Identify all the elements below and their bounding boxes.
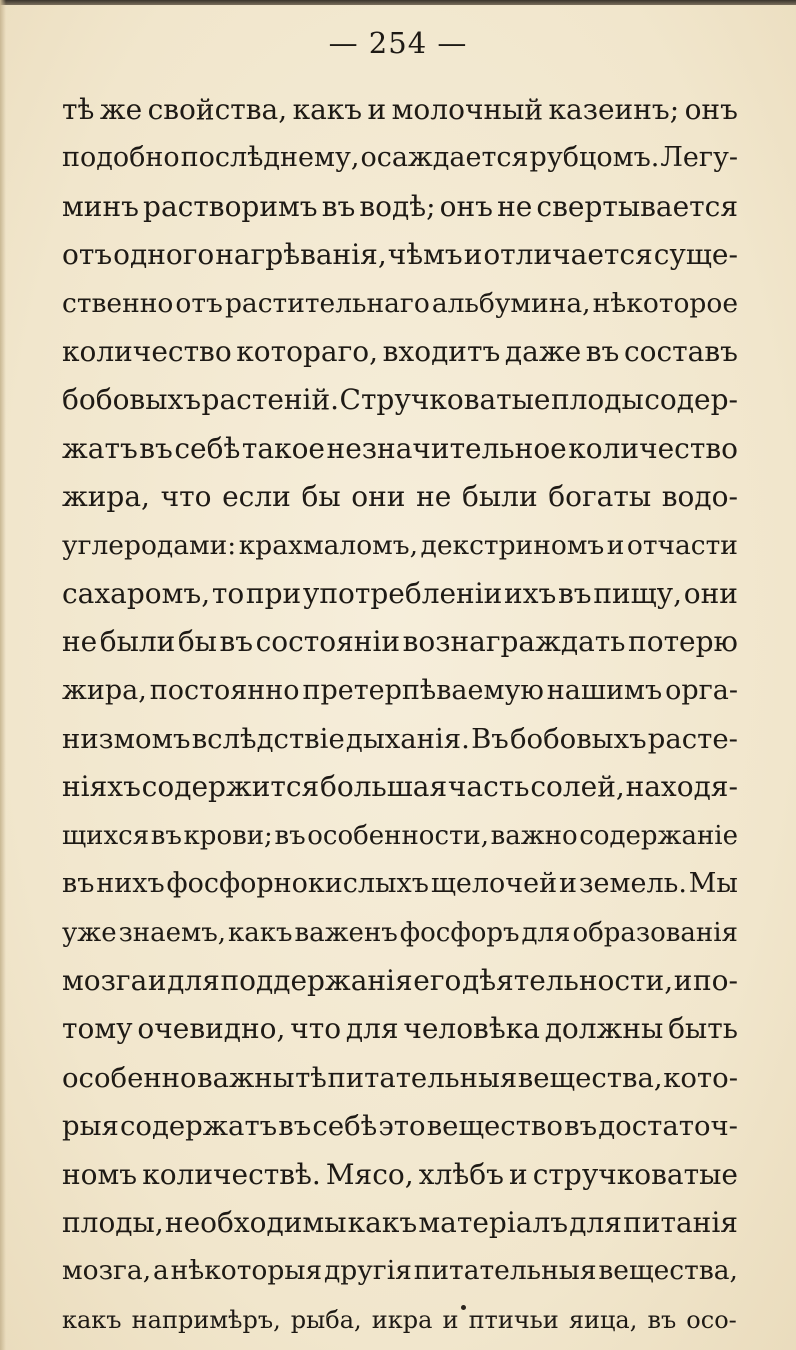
word: въ (564, 1110, 598, 1143)
word: плоды, (62, 1205, 164, 1239)
word: дыханія. (345, 723, 470, 756)
word: въ (585, 334, 620, 368)
word: отъ (62, 238, 113, 272)
text-line (62, 667, 738, 715)
word: минъ (62, 189, 139, 223)
word: нѣкоторыя (170, 1255, 323, 1287)
word: они (351, 480, 406, 514)
word: вознаграждать (402, 625, 626, 659)
word: вещество (426, 1110, 563, 1143)
text-line (62, 134, 738, 182)
word: орга- (665, 674, 738, 706)
word: свойства, (147, 93, 288, 126)
word: были (99, 625, 176, 659)
word: Легу- (660, 142, 738, 174)
word: а (152, 1255, 169, 1287)
word: мозга, (62, 1255, 152, 1287)
word: себѣ (312, 1110, 378, 1143)
word: постоянно (149, 674, 300, 706)
word: жира, (62, 480, 150, 514)
text-line (62, 763, 738, 811)
word: если (222, 480, 291, 514)
word: находя- (625, 770, 738, 804)
word: по- (692, 964, 738, 998)
word: и (442, 1305, 459, 1334)
word: альбумина, (431, 287, 591, 319)
word: щихся (62, 820, 150, 851)
word: декстриномъ (420, 529, 605, 561)
word: растительнаго (224, 287, 430, 319)
word: номъ (62, 1157, 138, 1191)
word: отличается (483, 238, 653, 272)
word: употребленіи (302, 576, 503, 610)
word: молочный (391, 93, 544, 126)
word: для (167, 964, 220, 998)
word: для (345, 1012, 399, 1046)
page-number: — 254 — (328, 26, 468, 60)
text-line (62, 425, 738, 473)
word: количество (62, 334, 232, 368)
word: крахмаломъ, (238, 529, 419, 561)
word: какъ (292, 93, 363, 126)
word: водѣ; (359, 189, 436, 223)
word: и (673, 964, 693, 998)
text-line (62, 570, 738, 618)
word: содержаніе (579, 820, 738, 851)
word: и (606, 529, 625, 561)
word: нихъ (96, 868, 165, 900)
text-line (62, 618, 738, 666)
text-line (62, 1102, 738, 1150)
word: питательныя (327, 1061, 518, 1094)
word: количествѣ. (142, 1157, 321, 1191)
word: уже (62, 917, 117, 948)
word: не (62, 625, 98, 659)
text-line (62, 715, 738, 763)
word: икра (371, 1305, 433, 1334)
word: въ (647, 1305, 677, 1334)
word: содержится (141, 770, 320, 804)
word: нашимъ (546, 674, 663, 706)
word: рубцомъ. (529, 142, 660, 174)
word: жатъ (62, 431, 138, 465)
text-line (62, 280, 738, 328)
word: какъ (227, 917, 293, 948)
word: напримѣръ, (131, 1305, 281, 1334)
word: большая (319, 770, 448, 804)
word: не (497, 189, 533, 223)
word: въ (321, 189, 356, 223)
word: солей, (530, 770, 625, 804)
word: чѣмъ (387, 238, 463, 272)
word: питательныя (413, 1255, 597, 1287)
page-binding-edge (0, 0, 6, 1350)
word: онъ (439, 189, 493, 223)
word: крови; (183, 820, 273, 851)
word: вслѣдствіе (191, 723, 345, 756)
text-line (62, 86, 738, 134)
word: земель. (578, 868, 687, 900)
word: потерю (628, 625, 738, 659)
word: и (463, 238, 483, 272)
word: были (462, 480, 538, 514)
word: быть (668, 1012, 738, 1046)
word: образованія (572, 917, 738, 948)
text-line (62, 1151, 738, 1199)
word: въ (278, 1110, 312, 1143)
word: поддержанія (220, 964, 413, 998)
word: матеріалъ (418, 1205, 569, 1239)
word: они (683, 576, 738, 610)
word: не (416, 480, 452, 514)
word: содер- (644, 383, 738, 417)
word: тому (62, 1012, 133, 1046)
word: тѣ (62, 93, 95, 126)
word: отъ (175, 287, 223, 319)
word: это (378, 1110, 426, 1143)
word: осаждается (360, 142, 529, 174)
word: плоды (550, 383, 644, 417)
word: вещества, (517, 1061, 663, 1094)
word: водо- (661, 480, 738, 514)
text-line (62, 1054, 738, 1102)
word: какъ (347, 1205, 418, 1239)
word: ихъ (504, 576, 557, 610)
word: особенности, (307, 820, 489, 851)
word: для (521, 917, 571, 948)
word: такое (241, 431, 326, 465)
word: что (160, 480, 212, 514)
page-top-edge (0, 0, 796, 5)
word: нѣкоторое (592, 287, 738, 319)
word: суще- (653, 238, 738, 272)
word: для (569, 1205, 622, 1239)
word: важны (197, 1061, 295, 1094)
word: бобовыхъ (509, 723, 647, 756)
word: какъ (62, 1305, 122, 1334)
word: часть (447, 770, 530, 804)
word: рыя (62, 1110, 119, 1143)
text-line (62, 860, 738, 908)
word: стручковатые (532, 1157, 738, 1191)
word: пищу, (593, 576, 683, 610)
word: осо- (686, 1305, 737, 1334)
word: при (245, 576, 302, 610)
word: нагрѣванія, (215, 238, 387, 272)
word: и (558, 868, 577, 900)
word: богаты (548, 480, 652, 514)
word: фосфоръ (399, 917, 520, 948)
word: знаемъ, (118, 917, 227, 948)
word: и (367, 93, 387, 126)
word: въ (150, 820, 182, 851)
word: должны (544, 1012, 664, 1046)
text-line (62, 1247, 738, 1295)
word: Стручковатые (339, 383, 551, 417)
text-line (62, 328, 738, 376)
word: низмомъ (62, 723, 191, 756)
word: казеинъ; (548, 93, 680, 126)
word: важенъ (294, 917, 398, 948)
text-line (62, 376, 738, 424)
word: особенно (62, 1061, 197, 1094)
word: Мы (688, 868, 738, 900)
word: Мясо, (325, 1157, 414, 1191)
word: себѣ (174, 431, 241, 465)
word: тѣ (295, 1061, 327, 1094)
word: расте- (647, 723, 738, 756)
word: бы (177, 625, 217, 659)
text-line (62, 1005, 738, 1053)
word: же (99, 93, 143, 126)
text-line (62, 473, 738, 521)
word: въ (274, 820, 306, 851)
word: даже (504, 334, 582, 368)
word: важно (490, 820, 578, 851)
word: углеродами: (62, 529, 237, 561)
word: фосфорнокислыхъ (166, 868, 429, 900)
word: отчасти (626, 529, 738, 561)
word: количество (568, 431, 738, 465)
word: одного (113, 238, 215, 272)
word: кото- (663, 1061, 738, 1094)
text-line (62, 957, 738, 1005)
word: его (413, 964, 462, 998)
word: дѣятельности, (461, 964, 674, 998)
word: другія (323, 1255, 412, 1287)
text-line (62, 1199, 738, 1247)
text-line (62, 909, 738, 957)
word: въ (139, 431, 173, 465)
word: ственно (62, 287, 174, 319)
word: и (147, 964, 167, 998)
word: составъ (623, 334, 738, 368)
word: достаточ- (598, 1110, 738, 1143)
word: входитъ (382, 334, 501, 368)
word: свертывается (536, 189, 738, 223)
word: растворимъ (143, 189, 318, 223)
word: питанія (623, 1205, 738, 1239)
word: и (508, 1157, 528, 1191)
word: то (211, 576, 245, 610)
word: незначительное (326, 431, 567, 465)
word: претерпѣваемую (302, 674, 544, 706)
word: сахаромъ, (62, 576, 211, 610)
word: хлѣбъ (418, 1157, 504, 1191)
word: Въ (471, 723, 509, 756)
word: подобно (62, 142, 180, 174)
word: вещества, (598, 1255, 738, 1287)
word: въ (62, 868, 95, 900)
word: рыба, (290, 1305, 362, 1334)
word: жира, (62, 674, 147, 706)
word: очевидно, (137, 1012, 286, 1046)
word: необходимы (164, 1205, 347, 1239)
text-line (62, 183, 738, 231)
text-line (62, 522, 738, 570)
word: состояніи (255, 625, 401, 659)
word: бы (301, 480, 341, 514)
word: бобовыхъ (62, 383, 202, 417)
text-line (62, 812, 738, 860)
word: растеній. (201, 383, 340, 417)
word: мозга (62, 964, 148, 998)
text-line (62, 1296, 738, 1344)
word: щелочей (430, 868, 558, 900)
word: котораго, (236, 334, 379, 368)
word: птичьи (468, 1305, 559, 1334)
word: человѣка (403, 1012, 540, 1046)
text-line (62, 231, 738, 279)
word: въ (558, 576, 592, 610)
word: содержатъ (119, 1110, 278, 1143)
body-text (62, 86, 738, 1344)
word: ніяхъ (62, 770, 141, 804)
word: послѣднему, (180, 142, 360, 174)
word: что (290, 1012, 342, 1046)
word: яица, (568, 1305, 638, 1334)
word: онъ (684, 93, 738, 126)
ink-speck (461, 1305, 466, 1310)
word: въ (219, 625, 254, 659)
